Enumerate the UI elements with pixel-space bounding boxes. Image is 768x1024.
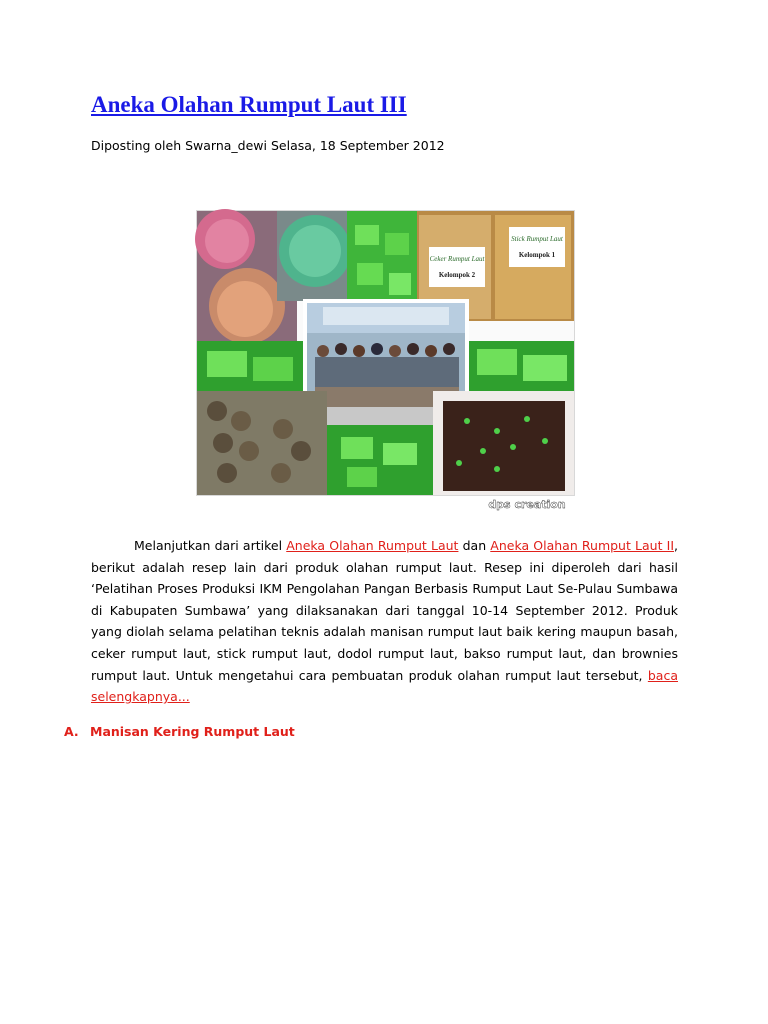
photo-watermark: dps creation — [488, 498, 566, 511]
intro-text: Melanjutkan dari artikel — [134, 538, 283, 553]
article-paragraph — [91, 535, 678, 708]
link-aneka-olahan-1[interactable]: Aneka Olahan Rumput Laut — [286, 538, 459, 553]
conj-text: dan — [462, 538, 487, 553]
post-byline: Diposting oleh Swarna_dewi Selasa, 18 September 2012 — [91, 138, 445, 153]
section-heading — [64, 724, 295, 739]
bag-label-right-group: Kelompok 1 — [518, 251, 556, 259]
green-jelly-cubes-photo — [347, 211, 419, 311]
seaweed-brownies-photo — [433, 391, 574, 495]
read-more-link[interactable]: baca selengkapnya... — [91, 667, 678, 705]
link-aneka-olahan-2[interactable]: Aneka Olahan Rumput Laut II — [490, 538, 675, 553]
seaweed-meatballs-photo — [197, 391, 327, 495]
post-title-link[interactable]: Aneka Olahan Rumput Laut III — [91, 92, 407, 117]
body-text: , berikut adalah resep lain dari produk olahan rumput laut. Resep ini diperoleh dari hasil ‘Pelatihan Proses Produksi IKM Pengolahan Pangan Berbasis Rumput Laut Se-Pulau Sumbawa di Kabupaten Sumbawa’ yang dilaksanakan dari tanggal 10-14 September 2012. Produk yang diolah selama pelatihan teknis adalah manisan rumput laut baik kering maupun basah, ceker rumput laut, stick rumput laut, dodol rumput laut, bakso rumput laut, dan brownies rumput laut. Untuk mengetahui cara pembuatan produk olahan rumput laut tersebut, — [91, 538, 678, 683]
section-title: Manisan Kering Rumput Laut — [90, 724, 295, 739]
bag-label-right-title: Stick Rumput Laut — [511, 235, 563, 243]
food-collage-photo — [196, 210, 575, 511]
green-strips-tub-photo — [277, 211, 357, 301]
green-jelly-bottom-photo — [327, 425, 437, 495]
section-marker: A. — [64, 724, 79, 739]
bag-label-left-title: Ceker Rumput Laut — [429, 255, 485, 263]
bag-label-left-group: Kelompok 2 — [438, 271, 476, 279]
